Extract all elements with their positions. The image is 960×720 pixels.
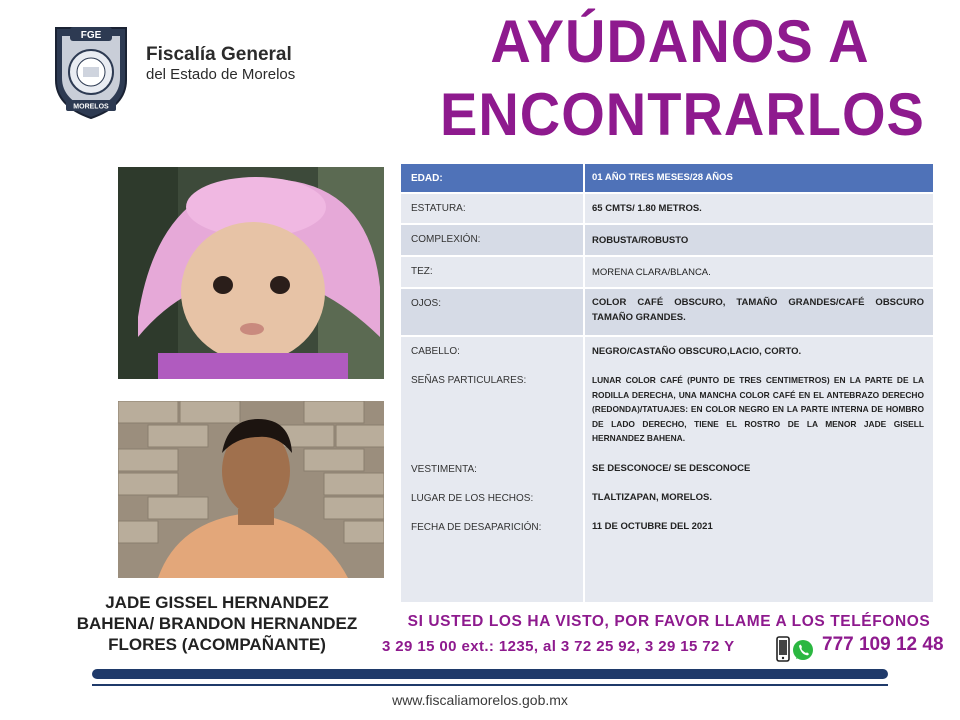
clothing-value: SE DESCONOCE/ SE DESCONOCE bbox=[592, 463, 751, 474]
names-line-2: BAHENA/ BRANDON HERNANDEZ bbox=[76, 614, 358, 633]
hair-label: CABELLO: bbox=[411, 346, 460, 357]
skin-label: TEZ: bbox=[411, 266, 433, 277]
hair-value: NEGRO/CASTAÑO OBSCURO,LACIO, CORTO. bbox=[592, 346, 802, 357]
place-value: TLALTIZAPAN, MORELOS. bbox=[592, 492, 712, 503]
org-subtitle: del Estado de Morelos bbox=[146, 66, 296, 83]
skin-value: MORENA CLARA/BLANCA. bbox=[592, 267, 711, 278]
date-value: 11 DE OCTUBRE DEL 2021 bbox=[592, 521, 713, 532]
names-line-3: FLORES (ACOMPAÑANTE) bbox=[108, 635, 326, 654]
table-row-details bbox=[401, 337, 933, 602]
build-value: ROBUSTA/ROBUSTO bbox=[592, 235, 689, 246]
mobile-phone-icon bbox=[777, 637, 789, 661]
names-line-1: JADE GISSEL HERNANDEZ bbox=[105, 593, 329, 612]
logo-text-top: FGE bbox=[80, 30, 102, 41]
org-name: Fiscalía General bbox=[146, 44, 292, 65]
clothing-label: VESTIMENTA: bbox=[411, 464, 477, 475]
table-row-age bbox=[401, 164, 933, 192]
eyes-label: OJOS: bbox=[411, 298, 442, 309]
info-table bbox=[401, 164, 933, 602]
table-row-eyes bbox=[401, 289, 933, 335]
height-label: ESTATURA: bbox=[411, 203, 466, 214]
child-photo bbox=[118, 167, 384, 379]
footer-divider bbox=[92, 684, 888, 686]
missing-persons-names bbox=[52, 592, 382, 655]
table-row-height bbox=[401, 194, 933, 223]
place-label: LUGAR DE LOS HECHOS: bbox=[411, 493, 534, 504]
contact-icons bbox=[776, 636, 816, 662]
table-row-build bbox=[401, 225, 933, 255]
height-value: 65 CMTS/ 1.80 METROS. bbox=[592, 203, 702, 214]
fge-logo bbox=[52, 22, 130, 120]
cta-line-1: SI USTED LOS HA VISTO, POR FAVOR LLAME A LOS TELÉFONOS bbox=[407, 613, 931, 630]
headline-line-1: AYÚDANOS A bbox=[490, 6, 870, 75]
logo-text-bottom: MORELOS bbox=[73, 103, 109, 111]
age-value: 01 AÑO TRES MESES/28 AÑOS bbox=[592, 172, 733, 183]
adult-photo bbox=[118, 401, 384, 578]
main-phone-number: 777 109 12 48 bbox=[822, 634, 944, 655]
age-label: EDAD: bbox=[411, 173, 443, 184]
footer-bar bbox=[92, 669, 888, 679]
marks-value: LUNAR COLOR CAFÉ (PUNTO DE TRES CENTIMETROS) EN LA PARTE DE LA RODILLA DERECHA, UNA MANCHA COLOR CAFÉ EN EL ANTEBRAZO DERECHO (REDONDA)/TATUAJES: EN COLOR NEGRO EN LA PARTE INTERNA DE HOMBRO DE LADO DERECHO, TIENE EL ROSTRO DE LA MENOR JADE GISELL HERNANDEZ BAHENA. bbox=[592, 375, 924, 443]
headline-line-2: ENCONTRARLOS bbox=[440, 80, 925, 149]
website-link[interactable]: www.fiscaliamorelos.gob.mx bbox=[392, 692, 568, 708]
eyes-value: COLOR CAFÉ OBSCURO, TAMAÑO GRANDES/CAFÉ OBSCURO TAMAÑO GRANDES. bbox=[592, 297, 924, 323]
marks-label: SEÑAS PARTICULARES: bbox=[411, 375, 527, 386]
headline bbox=[440, 5, 925, 152]
date-label: FECHA DE DESAPARICIÓN: bbox=[411, 522, 542, 533]
build-label: COMPLEXIÓN: bbox=[411, 234, 481, 245]
cta-line-2: 3 29 15 00 ext.: 1235, al 3 72 25 92, 3 29 15 72 Y bbox=[382, 638, 735, 655]
table-row-skin bbox=[401, 257, 933, 287]
whatsapp-icon bbox=[793, 640, 813, 660]
